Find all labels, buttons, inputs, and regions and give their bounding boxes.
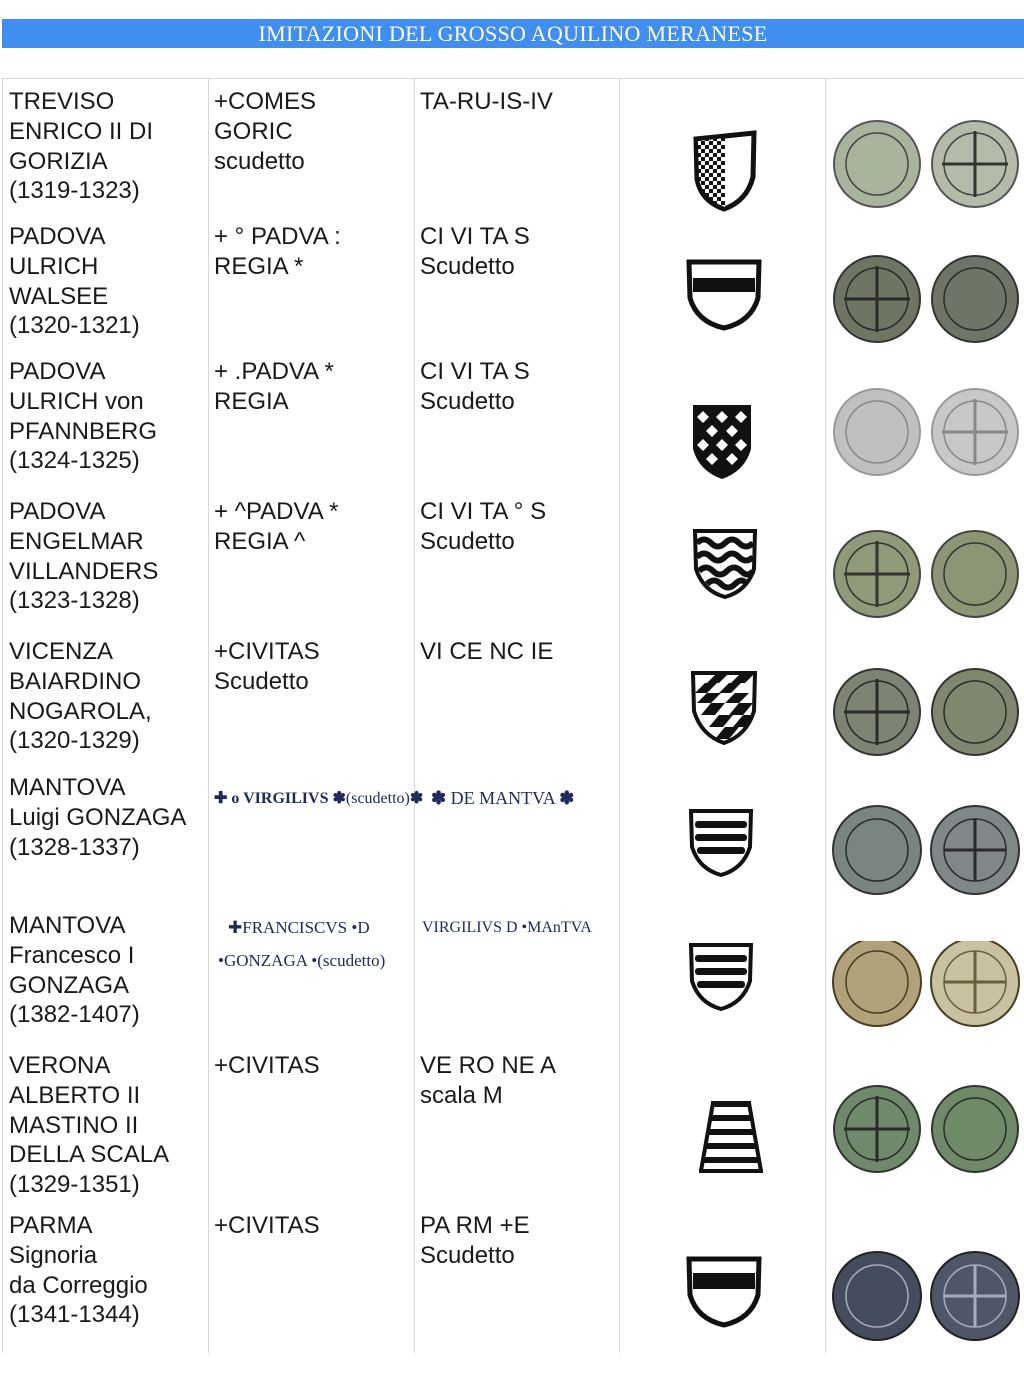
obverse-coin xyxy=(834,121,920,207)
reverse-legend: TA-RU-IS-IV xyxy=(420,88,553,115)
mint-and-ruler: MANTOVA Francesco I GONZAGA (1382-1407) xyxy=(9,912,140,1029)
reverse-legend: VI CE NC IE xyxy=(420,638,554,665)
obverse-legend: + .PADVA * REGIA xyxy=(214,358,334,415)
obverse-legend xyxy=(218,911,414,977)
obverse-coin xyxy=(834,389,920,475)
obverse-legend xyxy=(214,782,424,815)
flower-mark: ✽ xyxy=(409,790,424,807)
table-row xyxy=(3,1051,1024,1206)
obverse-legend: +CIVITAS xyxy=(214,1052,320,1079)
fess-shield-icon xyxy=(621,1211,825,1381)
mint-and-ruler: TREVISO ENRICO II DI GORIZIA (1319-1323) xyxy=(9,88,154,205)
table-row xyxy=(3,911,1024,1046)
coin-photos xyxy=(827,1211,1024,1381)
table-row xyxy=(3,87,1024,215)
reverse-coin xyxy=(932,531,1018,617)
page-title-banner: IMITAZIONI DEL GROSSO AQUILINO MERANESE xyxy=(2,19,1024,48)
obverse-legend: +COMES GORIC scudetto xyxy=(214,88,317,175)
flower-mark: ✽ xyxy=(431,788,447,808)
reverse-legend xyxy=(431,782,627,815)
reverse-coin xyxy=(932,1086,1018,1172)
table-row xyxy=(3,773,1024,898)
flower-mark: ✽ xyxy=(332,790,346,807)
reverse-coin xyxy=(932,256,1018,342)
mint-and-ruler: PADOVA ENGELMAR VILLANDERS (1323-1328) xyxy=(9,498,159,615)
reverse-legend: VE RO NE A scala M xyxy=(420,1052,557,1109)
reverse-legend: CI VI TA S Scudetto xyxy=(420,358,530,415)
mint-and-ruler: VICENZA BAIARDINO NOGAROLA, (1320-1329) xyxy=(9,638,152,755)
mint-and-ruler: VERONA ALBERTO II MASTINO II DELLA SCALA (1329-1351) xyxy=(9,1052,170,1199)
obverse-text: (scudetto) xyxy=(345,790,410,807)
reverse-legend: VIRGILIVS D •MAnTVA xyxy=(422,919,592,936)
reverse-legend: CI VI TA S Scudetto xyxy=(420,223,530,280)
obverse-legend: + ° PADVA : REGIA * xyxy=(214,223,341,280)
flower-mark: ✽ xyxy=(559,788,575,808)
table-row xyxy=(3,637,1024,767)
mint-and-ruler: PARMA Signoria da Correggio (1341-1344) xyxy=(9,1212,148,1329)
coin-table xyxy=(2,78,1024,1353)
mint-and-ruler: PADOVA ULRICH WALSEE (1320-1321) xyxy=(9,223,140,340)
obverse-legend: + ^PADVA * REGIA ^ xyxy=(214,498,339,555)
ladder-icon xyxy=(621,1051,825,1231)
reverse-legend: CI VI TA ° S Scudetto xyxy=(420,498,547,555)
table-row xyxy=(3,1211,1024,1351)
obverse-prefix: ✚ o VIRGILIVS xyxy=(214,790,333,807)
coin-photos xyxy=(827,1051,1024,1221)
mint-and-ruler: PADOVA ULRICH von PFANNBERG (1324-1325) xyxy=(9,358,158,475)
reverse-coin xyxy=(932,669,1018,755)
table-row xyxy=(3,222,1024,350)
obverse-legend: +CIVITAS Scudetto xyxy=(214,638,320,695)
reverse-text: DE MANTVA xyxy=(446,788,560,808)
obverse-legend-line: •GONZAGA •(scudetto) xyxy=(218,951,386,970)
table-row xyxy=(3,497,1024,632)
obverse-legend-line: ✚FRANCISCVS •D xyxy=(228,918,370,937)
mint-and-ruler: MANTOVA Luigi GONZAGA (1328-1337) xyxy=(9,774,187,861)
table-row xyxy=(3,357,1024,492)
reverse-legend: PA RM +E Scudetto xyxy=(420,1212,530,1269)
obverse-legend: +CIVITAS xyxy=(214,1212,320,1239)
